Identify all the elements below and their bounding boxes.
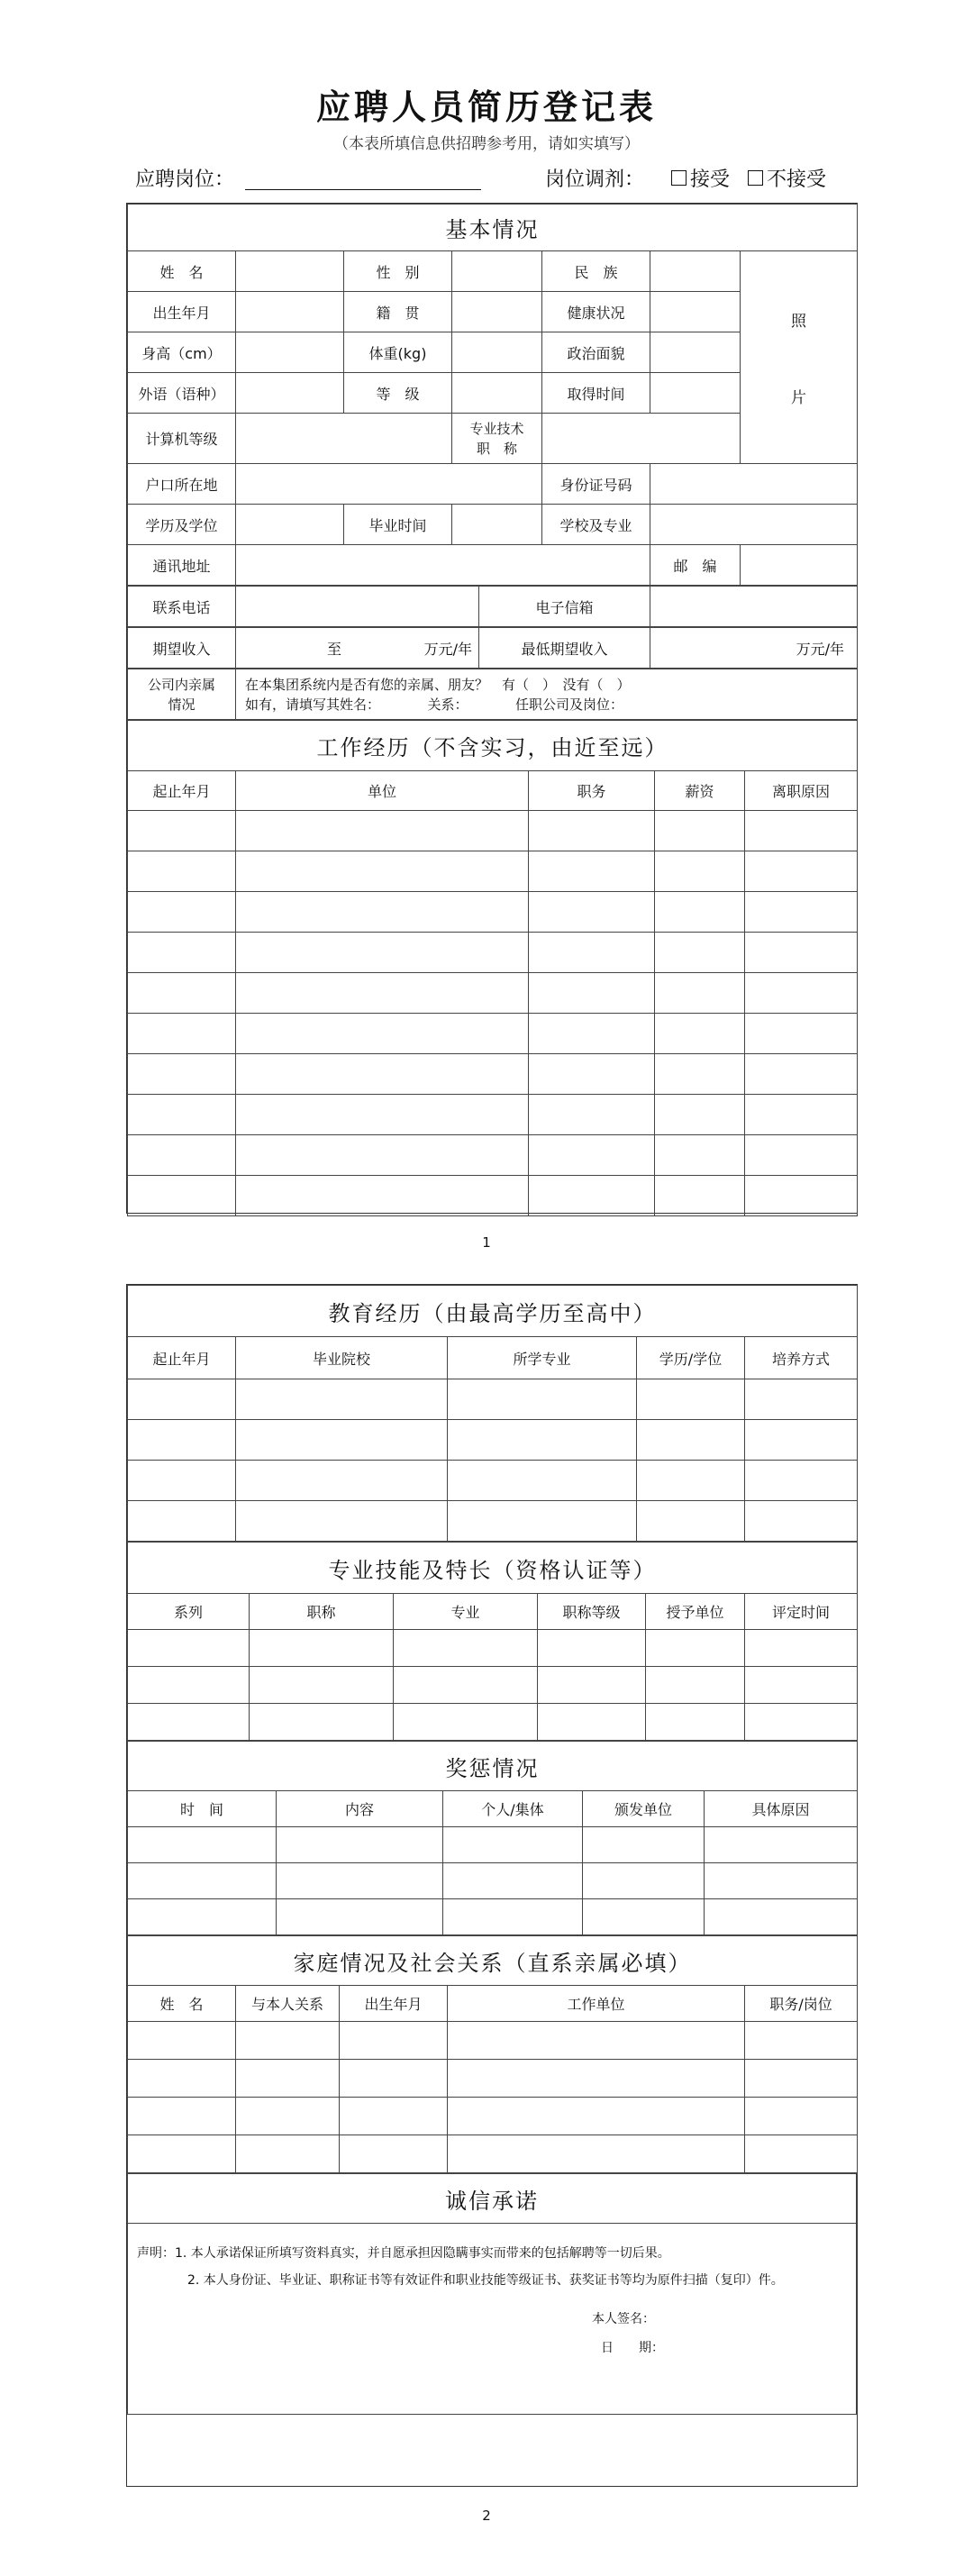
work-cell[interactable] [655, 933, 745, 973]
basic-info-table [127, 204, 858, 586]
education-cell[interactable] [236, 1461, 448, 1501]
relatives-label-1: 公司内亲属 [147, 676, 215, 693]
skill-cell[interactable] [538, 1704, 646, 1741]
pro-title-label [452, 414, 542, 464]
birth-cell[interactable] [236, 292, 344, 332]
health-label: 健康状况 [542, 292, 650, 332]
work-cell[interactable] [745, 933, 858, 973]
family-cell[interactable] [745, 2135, 858, 2173]
adjust-label: 岗位调剂： [545, 168, 645, 191]
school-label: 学校及专业 [542, 505, 650, 545]
obtain-time-cell[interactable] [650, 373, 741, 414]
work-cell[interactable] [236, 1135, 529, 1176]
family-col-employer: 工作单位 [448, 1986, 745, 2022]
skills-table [127, 1542, 858, 1741]
skill-cell[interactable] [394, 1630, 538, 1667]
skill-cell[interactable] [646, 1667, 745, 1704]
section-basic-title: 基本情况 [128, 205, 858, 251]
skill-cell[interactable] [128, 1667, 250, 1704]
work-cell[interactable] [745, 892, 858, 933]
hukou-cell[interactable] [236, 464, 542, 505]
gender-cell[interactable] [452, 251, 542, 292]
reject-option[interactable] [748, 164, 826, 192]
pledge-table [127, 2173, 857, 2415]
weight-label: 体重(kg) [344, 332, 452, 373]
section-skills-title: 专业技能及特长（资格认证等） [128, 1543, 858, 1594]
awards-table [127, 1741, 858, 1935]
family-cell[interactable] [340, 2060, 448, 2098]
work-rows [128, 811, 858, 1216]
edu-col-period: 起止年月 [128, 1337, 236, 1379]
award-cell[interactable] [583, 1899, 705, 1935]
work-cell[interactable] [236, 933, 529, 973]
work-cell[interactable] [128, 933, 236, 973]
work-cell[interactable] [236, 892, 529, 933]
skill-cell[interactable] [250, 1667, 394, 1704]
min-expected-label: 最低期望收入 [479, 628, 650, 669]
work-cell[interactable] [529, 1176, 655, 1216]
accept-label: 接受 [690, 168, 731, 191]
award-row [128, 1863, 858, 1899]
skill-cell[interactable] [128, 1704, 250, 1741]
work-cell[interactable] [655, 1135, 745, 1176]
position-line [135, 162, 847, 195]
work-col-position: 职务 [529, 771, 655, 811]
work-row [128, 851, 858, 892]
award-cell[interactable] [443, 1827, 583, 1863]
work-cell[interactable] [655, 1095, 745, 1135]
family-table [127, 1935, 858, 2173]
signature-label[interactable]: 本人签名： [592, 2312, 655, 2326]
work-cell[interactable] [128, 1054, 236, 1095]
education-cell[interactable] [448, 1501, 637, 1542]
work-cell[interactable] [655, 1176, 745, 1216]
award-row [128, 1827, 858, 1863]
work-row [128, 1135, 858, 1176]
relatives-fill-line: 如有，请填写其姓名： 关系： 任职公司及岗位： [245, 696, 624, 713]
work-col-unit: 单位 [236, 771, 529, 811]
position-input-line[interactable] [245, 189, 481, 190]
skill-col-grantor: 授予单位 [646, 1594, 745, 1630]
edu-col-school: 毕业院校 [236, 1337, 448, 1379]
pledge-body [128, 2224, 857, 2415]
award-col-content: 内容 [277, 1791, 443, 1827]
work-cell[interactable] [655, 851, 745, 892]
award-cell[interactable] [277, 1899, 443, 1935]
work-cell[interactable] [236, 1014, 529, 1054]
skill-cell[interactable] [538, 1630, 646, 1667]
work-col-period: 起止年月 [128, 771, 236, 811]
page-number-2: 2 [482, 2508, 491, 2524]
skill-cell[interactable] [745, 1667, 858, 1704]
pro-title-cell[interactable] [542, 414, 741, 464]
level-label: 等 级 [344, 373, 452, 414]
school-cell[interactable] [650, 505, 858, 545]
obtain-time-label: 取得时间 [542, 373, 650, 414]
relatives-label-2: 情况 [168, 696, 196, 713]
education-cell[interactable] [637, 1461, 745, 1501]
family-cell[interactable] [340, 2022, 448, 2060]
work-row [128, 1176, 858, 1216]
work-cell[interactable] [745, 851, 858, 892]
expected-to: 至 [326, 640, 341, 658]
family-row [128, 2098, 858, 2135]
section-family-title: 家庭情况及社会关系（直系亲属必填） [128, 1936, 858, 1986]
native-cell[interactable] [452, 292, 542, 332]
skill-row [128, 1704, 858, 1741]
family-cell[interactable] [236, 2022, 340, 2060]
expected-cell[interactable] [236, 628, 479, 669]
family-row [128, 2135, 858, 2173]
accept-checkbox[interactable] [671, 170, 687, 186]
education-cell[interactable] [745, 1379, 858, 1420]
expected-unit: 万元/年 [423, 640, 473, 658]
education-row [128, 1420, 858, 1461]
education-row [128, 1379, 858, 1420]
relatives-table [127, 669, 858, 720]
family-cell[interactable] [236, 2135, 340, 2173]
award-cell[interactable] [705, 1899, 858, 1935]
work-cell[interactable] [655, 1014, 745, 1054]
work-cell[interactable] [655, 973, 745, 1014]
education-cell[interactable] [745, 1501, 858, 1542]
name-cell[interactable] [236, 251, 344, 292]
idcard-cell[interactable] [650, 464, 858, 505]
phone-label: 联系电话 [128, 587, 236, 627]
family-col-position: 职务/岗位 [745, 1986, 858, 2022]
computer-cell[interactable] [236, 414, 452, 464]
skill-col-title: 职称 [250, 1594, 394, 1630]
edu-col-major: 所学专业 [448, 1337, 637, 1379]
skill-cell[interactable] [394, 1704, 538, 1741]
email-cell[interactable] [650, 587, 858, 627]
education-rows [128, 1379, 858, 1542]
skill-cell[interactable] [646, 1630, 745, 1667]
work-cell[interactable] [128, 1135, 236, 1176]
height-cell[interactable] [236, 332, 344, 373]
form-subtitle: （本表所填信息供招聘参考用，请如实填写） [333, 135, 640, 153]
contact-table [127, 586, 858, 627]
award-cell[interactable] [277, 1863, 443, 1899]
family-rows [128, 2022, 858, 2173]
family-col-birth: 出生年月 [340, 1986, 448, 2022]
award-col-reason: 具体原因 [705, 1791, 858, 1827]
work-cell[interactable] [529, 1054, 655, 1095]
work-cell[interactable] [745, 1095, 858, 1135]
section-education-title: 教育经历（由最高学历至高中） [128, 1286, 858, 1337]
education-cell[interactable] [448, 1420, 637, 1461]
page-1 [126, 203, 858, 1214]
education-cell[interactable] [236, 1420, 448, 1461]
award-cell[interactable] [277, 1827, 443, 1863]
accept-option[interactable] [671, 164, 730, 192]
skill-col-date: 评定时间 [745, 1594, 858, 1630]
address-label: 通讯地址 [128, 545, 236, 586]
work-row [128, 1095, 858, 1135]
award-col-type: 个人/集体 [443, 1791, 583, 1827]
edu-col-degree: 学历/学位 [637, 1337, 745, 1379]
education-cell[interactable] [745, 1461, 858, 1501]
award-cell[interactable] [583, 1827, 705, 1863]
work-cell[interactable] [529, 892, 655, 933]
min-expected-unit: 万元/年 [796, 640, 844, 658]
work-cell[interactable] [745, 1054, 858, 1095]
grad-time-label: 毕业时间 [344, 505, 452, 545]
award-cell[interactable] [128, 1827, 277, 1863]
family-cell[interactable] [340, 2135, 448, 2173]
education-cell[interactable] [637, 1420, 745, 1461]
work-cell[interactable] [745, 1176, 858, 1216]
family-cell[interactable] [128, 2098, 236, 2135]
min-expected-cell[interactable] [650, 628, 858, 669]
education-cell[interactable] [637, 1379, 745, 1420]
work-cell[interactable] [128, 1014, 236, 1054]
relatives-label [128, 669, 236, 720]
family-col-relation: 与本人关系 [236, 1986, 340, 2022]
pro-title-label-1: 专业技术 [469, 420, 524, 437]
email-label: 电子信箱 [479, 587, 650, 627]
award-col-issuer: 颁发单位 [583, 1791, 705, 1827]
political-label: 政治面貌 [542, 332, 650, 373]
work-cell[interactable] [128, 973, 236, 1014]
family-cell[interactable] [448, 2022, 745, 2060]
address-cell[interactable] [236, 545, 650, 586]
reject-checkbox[interactable] [748, 170, 763, 186]
education-cell[interactable] [128, 1379, 236, 1420]
section-pledge-title: 诚信承诺 [128, 2174, 857, 2224]
work-cell[interactable] [745, 1135, 858, 1176]
award-cell[interactable] [128, 1899, 277, 1935]
degree-cell[interactable] [236, 505, 344, 545]
native-label: 籍 贯 [344, 292, 452, 332]
awards-rows [128, 1827, 858, 1935]
weight-cell[interactable] [452, 332, 542, 373]
skill-row [128, 1667, 858, 1704]
education-cell[interactable] [128, 1461, 236, 1501]
work-cell[interactable] [128, 1176, 236, 1216]
family-cell[interactable] [340, 2098, 448, 2135]
award-cell[interactable] [583, 1863, 705, 1899]
family-cell[interactable] [745, 2098, 858, 2135]
family-cell[interactable] [745, 2022, 858, 2060]
work-cell[interactable] [529, 1014, 655, 1054]
skill-col-level: 职称等级 [538, 1594, 646, 1630]
education-table [127, 1285, 858, 1542]
level-cell[interactable] [452, 373, 542, 414]
work-row [128, 973, 858, 1014]
education-cell[interactable] [745, 1420, 858, 1461]
education-row [128, 1461, 858, 1501]
family-cell[interactable] [236, 2098, 340, 2135]
expected-label: 期望收入 [128, 628, 236, 669]
birth-label: 出生年月 [128, 292, 236, 332]
award-cell[interactable] [443, 1899, 583, 1935]
skill-cell[interactable] [250, 1630, 394, 1667]
language-cell[interactable] [236, 373, 344, 414]
work-cell[interactable] [236, 851, 529, 892]
education-cell[interactable] [236, 1379, 448, 1420]
work-col-reason: 离职原因 [745, 771, 858, 811]
section-work-title: 工作经历（不含实习，由近至远） [128, 721, 858, 771]
skill-cell[interactable] [538, 1667, 646, 1704]
work-cell[interactable] [128, 892, 236, 933]
family-cell[interactable] [448, 2060, 745, 2098]
work-cell[interactable] [655, 892, 745, 933]
work-cell[interactable] [236, 811, 529, 851]
work-cell[interactable] [529, 811, 655, 851]
education-cell[interactable] [128, 1501, 236, 1542]
award-cell[interactable] [128, 1863, 277, 1899]
pledge-line-1: 声明：1. 本人承诺保证所填写资料真实，并自愿承担因隐瞒事实而带来的包括解聘等一切后果。 [137, 2246, 670, 2261]
family-cell[interactable] [745, 2060, 858, 2098]
award-cell[interactable] [705, 1827, 858, 1863]
political-cell[interactable] [650, 332, 741, 373]
language-label: 外语（语种） [128, 373, 236, 414]
gender-label: 性 别 [344, 251, 452, 292]
education-row [128, 1501, 858, 1542]
work-cell[interactable] [128, 1095, 236, 1135]
work-table [127, 720, 858, 1216]
page-number-1: 1 [482, 1234, 491, 1251]
skill-col-major: 专业 [394, 1594, 538, 1630]
date-label[interactable]: 日 期： [601, 2341, 664, 2355]
postcode-cell[interactable] [741, 545, 858, 586]
health-cell[interactable] [650, 292, 741, 332]
pro-title-label-2: 职 称 [476, 440, 517, 457]
section-awards-title: 奖惩情况 [128, 1742, 858, 1791]
family-cell[interactable] [128, 2060, 236, 2098]
height-label: 身高（cm） [128, 332, 236, 373]
ethnicity-label: 民 族 [542, 251, 650, 292]
work-row [128, 1054, 858, 1095]
skill-col-series: 系列 [128, 1594, 250, 1630]
position-label: 应聘岗位： [135, 168, 235, 191]
work-cell[interactable] [128, 811, 236, 851]
work-cell[interactable] [529, 933, 655, 973]
work-cell[interactable] [745, 811, 858, 851]
skill-cell[interactable] [646, 1704, 745, 1741]
family-cell[interactable] [128, 2022, 236, 2060]
skill-cell[interactable] [394, 1667, 538, 1704]
work-cell[interactable] [236, 1176, 529, 1216]
award-row [128, 1899, 858, 1935]
edu-col-mode: 培养方式 [745, 1337, 858, 1379]
work-cell[interactable] [529, 973, 655, 1014]
idcard-label: 身份证号码 [542, 464, 650, 505]
photo-box[interactable] [741, 251, 858, 464]
form-title: 应聘人员简历登记表 [315, 87, 657, 127]
computer-label: 计算机等级 [128, 414, 236, 464]
postcode-label: 邮 编 [650, 545, 741, 586]
work-cell[interactable] [655, 1054, 745, 1095]
work-col-salary: 薪资 [655, 771, 745, 811]
skills-rows [128, 1630, 858, 1741]
award-col-time: 时 间 [128, 1791, 277, 1827]
work-cell[interactable] [236, 973, 529, 1014]
award-cell[interactable] [705, 1863, 858, 1899]
skill-cell[interactable] [250, 1704, 394, 1741]
work-row [128, 1014, 858, 1054]
education-cell[interactable] [637, 1501, 745, 1542]
work-row [128, 933, 858, 973]
work-cell[interactable] [745, 973, 858, 1014]
relatives-cell[interactable] [236, 669, 858, 720]
education-cell[interactable] [448, 1461, 637, 1501]
work-cell[interactable] [529, 851, 655, 892]
education-cell[interactable] [236, 1501, 448, 1542]
work-cell[interactable] [236, 1095, 529, 1135]
photo-label-2: 片 [791, 388, 806, 407]
reject-label: 不接受 [767, 168, 827, 191]
work-cell[interactable] [236, 1054, 529, 1095]
education-cell[interactable] [448, 1379, 637, 1420]
photo-label-1: 照 [791, 312, 806, 331]
skill-row [128, 1630, 858, 1667]
phone-cell[interactable] [236, 587, 479, 627]
skill-cell[interactable] [745, 1704, 858, 1741]
name-label: 姓 名 [128, 251, 236, 292]
grad-time-cell[interactable] [452, 505, 542, 545]
hukou-label: 户口所在地 [128, 464, 236, 505]
page-2 [126, 1284, 858, 2487]
work-cell[interactable] [128, 851, 236, 892]
family-col-name: 姓 名 [128, 1986, 236, 2022]
income-table [127, 627, 858, 669]
ethnicity-cell[interactable] [650, 251, 741, 292]
work-cell[interactable] [655, 811, 745, 851]
family-cell[interactable] [128, 2135, 236, 2173]
family-cell[interactable] [236, 2060, 340, 2098]
skill-cell[interactable] [745, 1630, 858, 1667]
skill-cell[interactable] [128, 1630, 250, 1667]
family-row [128, 2022, 858, 2060]
degree-label: 学历及学位 [128, 505, 236, 545]
family-cell[interactable] [448, 2098, 745, 2135]
work-cell[interactable] [529, 1135, 655, 1176]
work-row [128, 811, 858, 851]
work-cell[interactable] [745, 1014, 858, 1054]
family-cell[interactable] [448, 2135, 745, 2173]
family-row [128, 2060, 858, 2098]
work-row [128, 892, 858, 933]
award-cell[interactable] [443, 1863, 583, 1899]
pledge-line-2: 2. 本人身份证、毕业证、职称证书等有效证件和职业技能等级证书、获奖证书等均为原件扫描（复印）件。 [187, 2273, 784, 2288]
education-cell[interactable] [128, 1420, 236, 1461]
work-cell[interactable] [529, 1095, 655, 1135]
relatives-question: 在本集团系统内是否有您的亲属、朋友？ 有（ ） 没有（ ） [245, 676, 631, 693]
